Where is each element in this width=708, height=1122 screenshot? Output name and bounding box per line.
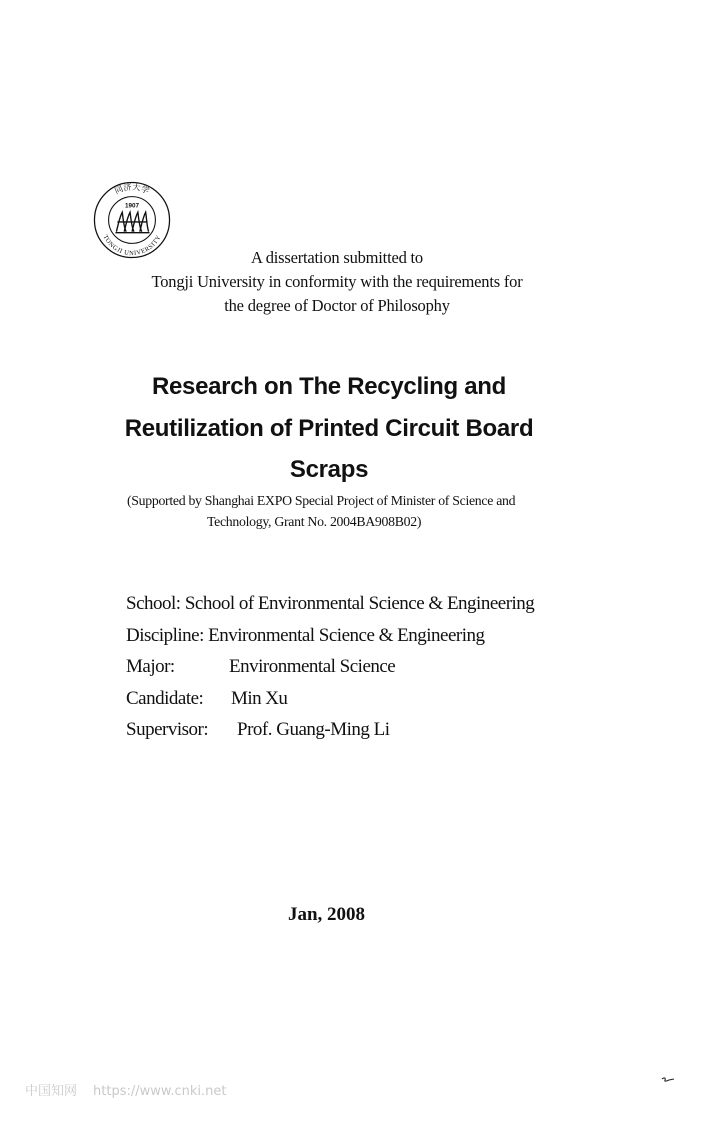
funding-line-1: (Supported by Shanghai EXPO Special Project of Minister of Science and — [127, 493, 516, 508]
seal-emblem — [115, 212, 149, 232]
title-line-3: Scraps — [289, 456, 369, 483]
author-info-block — [126, 588, 596, 746]
major-row — [126, 651, 596, 683]
submission-date: Jan, 2008 — [287, 904, 366, 925]
funding-note — [100, 490, 592, 532]
candidate-last-name: Xu — [265, 687, 288, 709]
candidate-first-name: Min — [231, 687, 262, 709]
watermark-url: https://www.cnki.net — [93, 1084, 227, 1099]
major-value: Environmental Science — [229, 656, 396, 678]
candidate-label: Candidate: — [126, 687, 204, 709]
discipline-label: Discipline: — [126, 624, 204, 646]
funding-line-2: Technology, Grant No. 2004BA908B02) — [207, 514, 422, 529]
svg-text:同济大学 — [113, 182, 151, 196]
title-line-2: Reutilization of Printed Circuit Board — [124, 414, 534, 442]
dissertation-title — [70, 366, 588, 491]
submission-statement — [100, 246, 574, 318]
seal-english-text: TONGJI UNIVERSITY — [101, 233, 163, 258]
major-label: Major: — [126, 656, 175, 678]
supervisor-value: Prof. Guang-Ming Li — [237, 719, 390, 741]
submission-line-3: the degree of Doctor of Philosophy — [224, 296, 450, 315]
seal-chinese-text: 同济大学 — [112, 181, 152, 196]
school-label: School: — [126, 593, 181, 614]
discipline-row — [126, 620, 596, 652]
discipline-value: Environmental Science & Engineering — [208, 624, 485, 646]
title-line-1: Research on The Recycling and — [151, 373, 507, 400]
school-row — [126, 588, 596, 620]
cnki-watermark — [25, 1083, 226, 1101]
submission-line-1: A dissertation submitted to — [251, 248, 423, 267]
supervisor-row — [126, 714, 596, 746]
candidate-row — [126, 683, 596, 715]
submission-line-2: Tongji University in conformity with the requirements for — [151, 272, 523, 291]
school-value: School of Environmental Science & Engineering — [184, 593, 535, 614]
supervisor-label: Supervisor: — [126, 719, 209, 741]
watermark-site-name: 中国知网 — [25, 1084, 78, 1099]
handwritten-page-mark — [660, 1070, 678, 1086]
seal-year: 1907 — [124, 202, 140, 210]
